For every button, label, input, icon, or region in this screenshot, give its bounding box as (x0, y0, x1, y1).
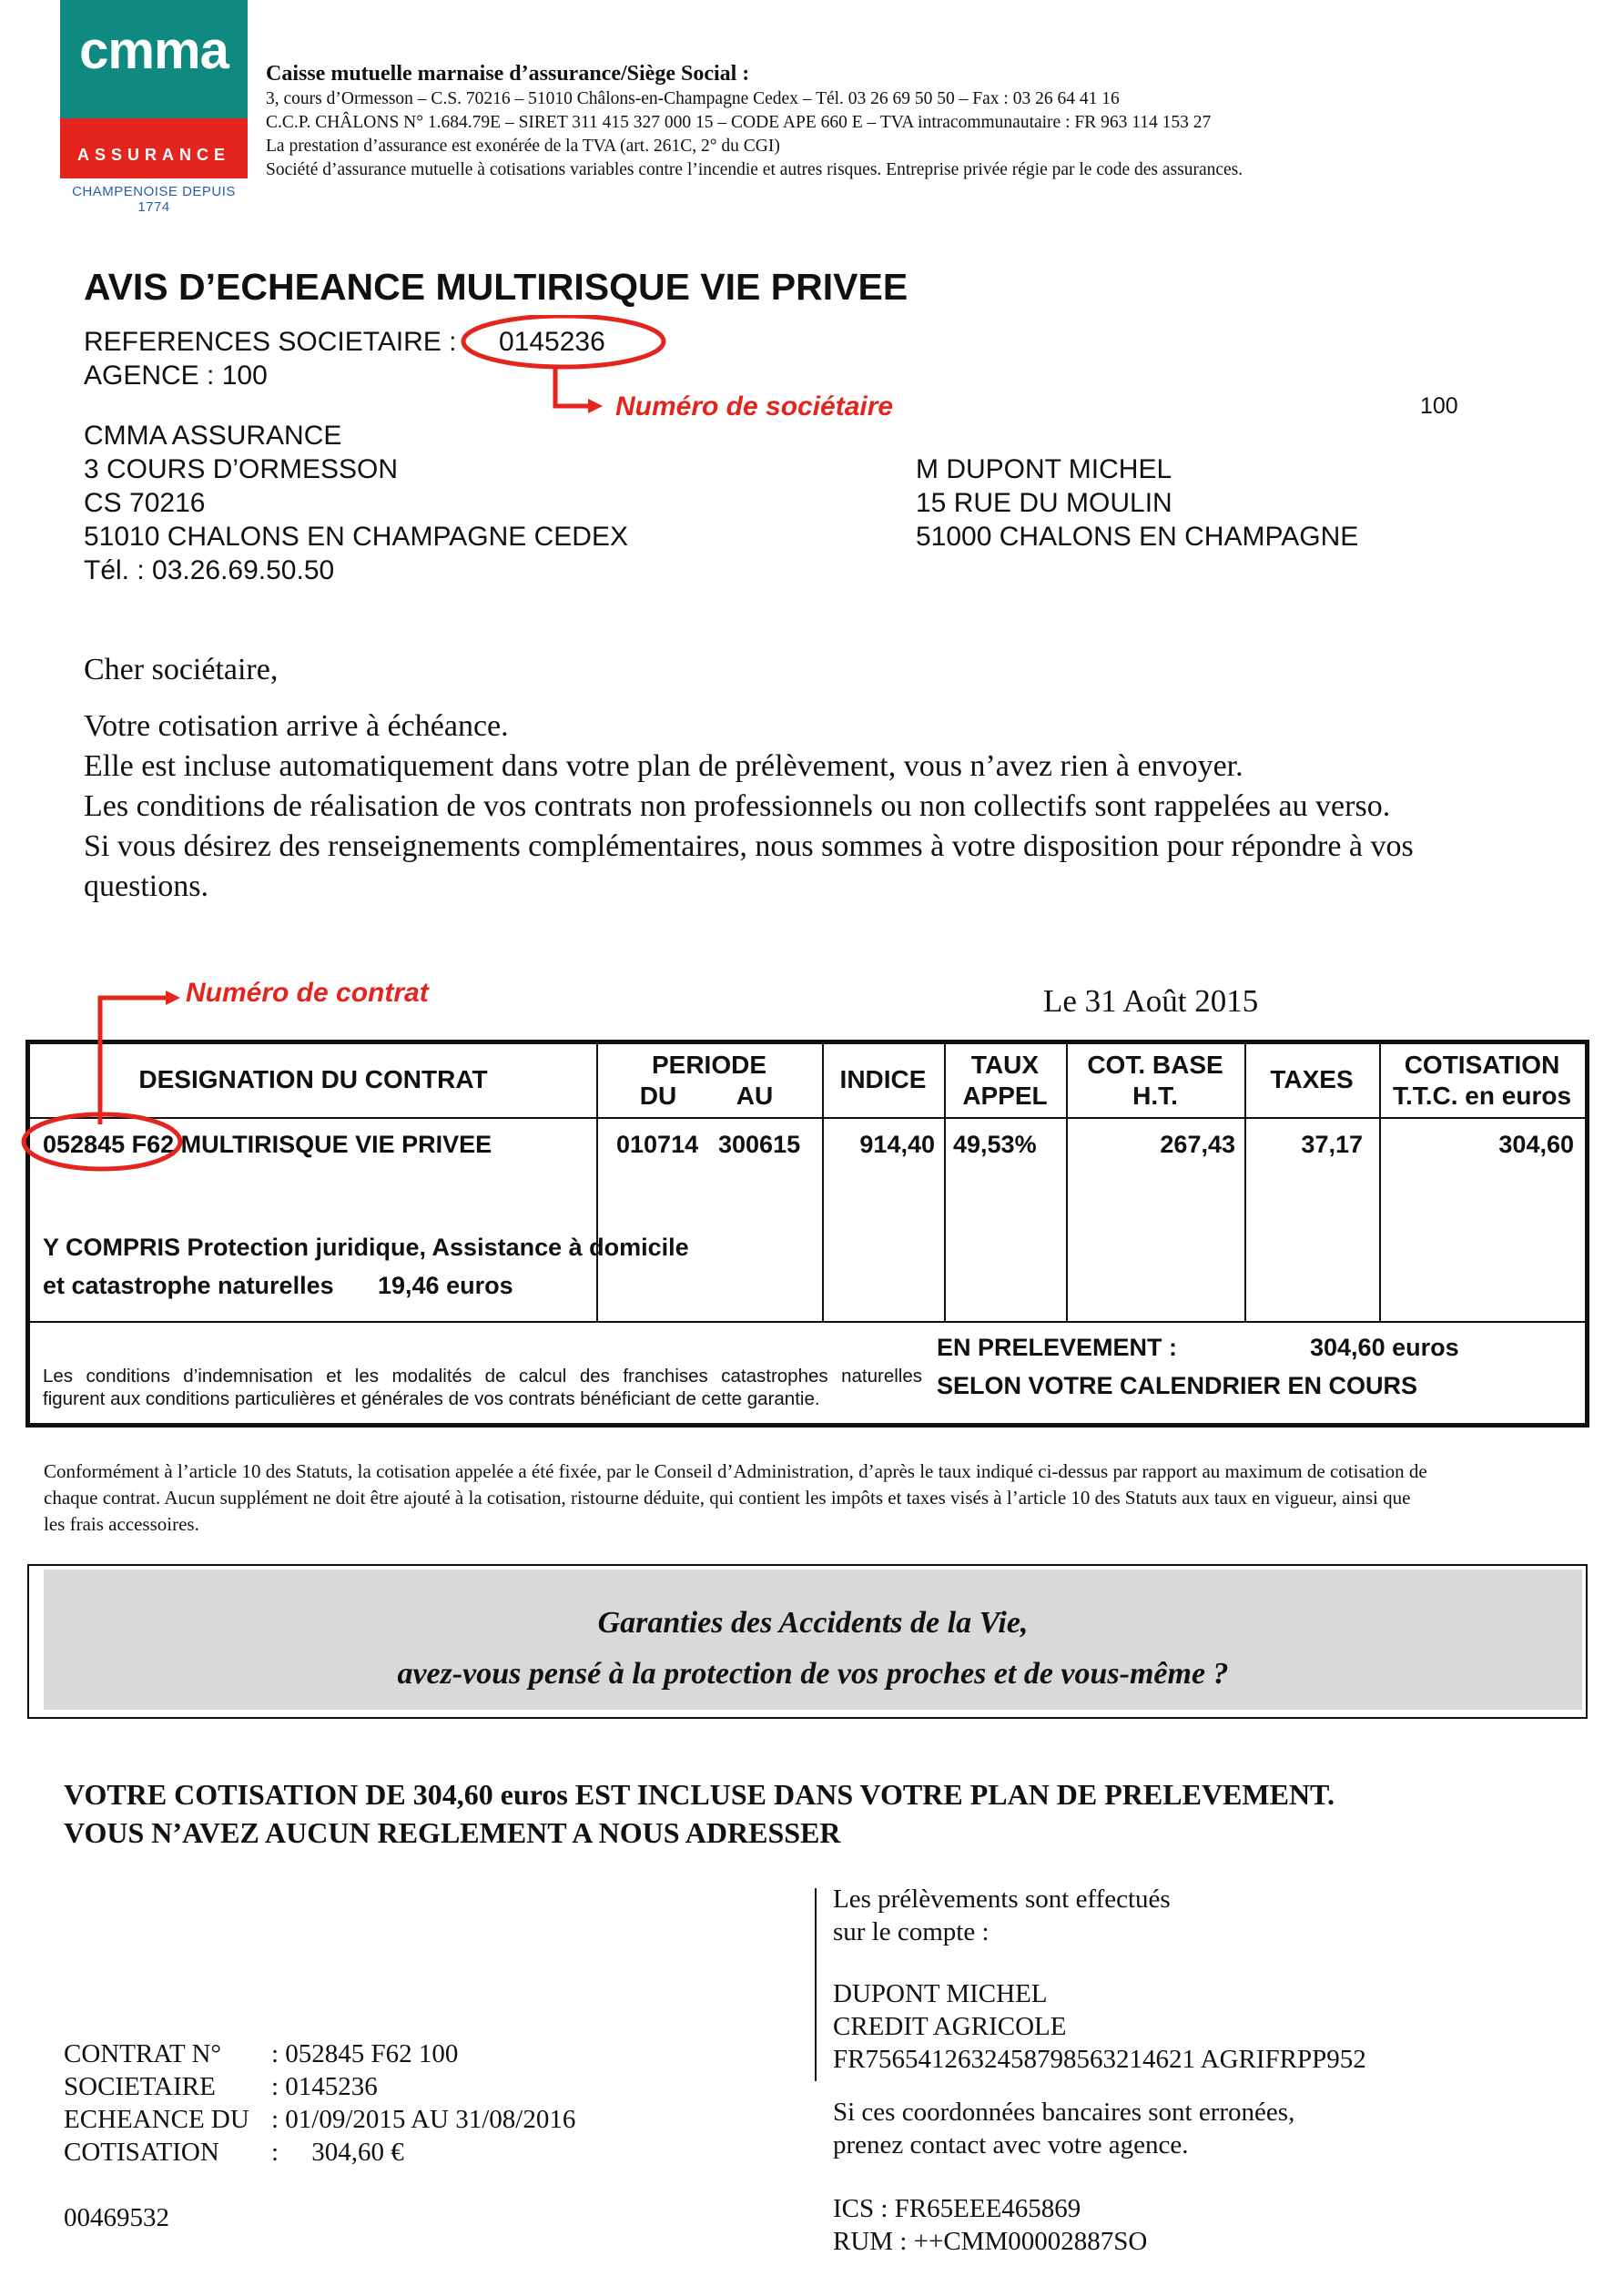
societaire-circle (463, 316, 664, 367)
summary-label: CONTRAT N° (64, 2039, 221, 2068)
cell-ttc: 304,60 (1498, 1131, 1574, 1158)
letter-paragraph: Elle est incluse automatiquement dans votre plan de prélèvement, vous n’avez rien à envoyer. (84, 749, 1243, 783)
calendar-note: SELON VOTRE CALENDRIER EN COURS (937, 1372, 1418, 1399)
recipient-line: M DUPONT MICHEL (916, 454, 1172, 484)
col-header-ht: H.T. (1132, 1082, 1178, 1110)
bank-separator (815, 1888, 817, 2081)
cmma-logo (60, 0, 248, 215)
rum: RUM : ++CMM00002887SO (833, 2227, 1148, 2256)
letter-paragraph: Si vous désirez des renseignements complémentaires, nous sommes à votre disposition pour répondre à vos (84, 829, 1414, 863)
table-divider (596, 1044, 598, 1321)
cell-cot-base: 267,43 (1160, 1131, 1235, 1158)
reference-number: 00469532 (64, 2203, 169, 2232)
company-header (266, 60, 1577, 182)
cell-indice: 914,40 (859, 1131, 935, 1158)
ref-societaire-label: REFERENCES SOCIETAIRE : (84, 327, 457, 357)
contract-number-value: 052845 (43, 1131, 126, 1158)
annotation-numero-contrat: Numéro de contrat (186, 978, 429, 1008)
account-holder: DUPONT MICHEL (833, 1979, 1048, 2008)
company-line-1: 3, cours d’Ormesson – C.S. 70216 – 51010 Châlons-en-Champagne Cedex – Tél. 03 26 69 50 50 – Fax : 03 26 64 41 16 (266, 89, 1120, 108)
summary-label: SOCIETAIRE (64, 2072, 216, 2101)
conditions-text-2: figurent aux conditions particulières et générales de vos contrats bénéficiant de cette garantie. (43, 1388, 820, 1409)
statutes-line: les frais accessoires. (44, 1513, 199, 1535)
prelevement-label: EN PRELEVEMENT : (937, 1334, 1178, 1361)
included-amount: 19,46 euros (378, 1272, 513, 1299)
payment-notice-line: VOTRE COTISATION DE 304,60 euros EST INCLUSE DANS VOTRE PLAN DE PRELEVEMENT. (64, 1778, 1335, 1811)
recipient-line: 15 RUE DU MOULIN (916, 488, 1172, 518)
sender-line: 51010 CHALONS EN CHAMPAGNE CEDEX (84, 522, 628, 552)
prelevement-amount: 304,60 euros (1310, 1334, 1459, 1361)
greeting: Cher sociétaire, (84, 653, 279, 686)
summary-label: COTISATION (64, 2138, 219, 2167)
col-header-designation: DESIGNATION DU CONTRAT (138, 1065, 488, 1093)
letter-body (84, 706, 1613, 907)
sender-address (84, 419, 628, 587)
promo-line-1: Garanties des Accidents de la Vie, (597, 1606, 1029, 1640)
statutes-line: chaque contrat. Aucun supplément ne doit être ajouté à la cotisation, ristourne déduite, qui contient les impôts et taxes visés à l’article 10 des Statuts aux taux en vigueur, ainsi que (44, 1487, 1411, 1509)
letter-paragraph: questions. (84, 869, 208, 903)
recipient-line: 51000 CHALONS EN CHAMPAGNE (916, 522, 1359, 552)
payment-notice (64, 1775, 1335, 1852)
payment-notice-line: VOUS N’AVEZ AUCUN REGLEMENT A NOUS ADRESSER (64, 1816, 841, 1849)
societaire-arrow-head (588, 399, 603, 413)
ics: ICS : FR65EEE465869 (833, 2194, 1081, 2223)
summary-row (64, 2070, 575, 2103)
summary-value: : 304,60 € (271, 2138, 404, 2167)
promo-banner (27, 1564, 1588, 1719)
summary-row (64, 2136, 575, 2169)
summary-value: : 052845 F62 100 (271, 2039, 459, 2068)
col-header-ttc: T.T.C. en euros (1392, 1082, 1572, 1110)
included-guarantees: Y COMPRIS Protection juridique, Assistance à domicile (43, 1234, 689, 1261)
company-line-2: C.C.P. CHÂLONS N° 1.684.79E – SIRET 311 415 327 000 15 – CODE APE 660 E – TVA intracommunautaire : FR 963 114 153 27 (266, 113, 1212, 132)
logo-wordmark: cmma (79, 21, 228, 80)
bank-name: CREDIT AGRICOLE (833, 2012, 1067, 2041)
summary-label: ECHEANCE DU (64, 2105, 249, 2134)
agence: AGENCE : 100 (84, 361, 268, 391)
col-header-du: DU (639, 1082, 677, 1110)
col-header-appel: APPEL (962, 1082, 1048, 1110)
conditions-text-1: Les conditions d’indemnisation et les modalités de calcul des franchises catastrophes naturelles (43, 1366, 922, 1387)
statutes-note (44, 1458, 1591, 1538)
cell-taux: 49,53% (953, 1131, 1037, 1158)
sender-line: 3 COURS D’ORMESSON (84, 454, 399, 484)
company-title: Caisse mutuelle marnaise d’assurance/Siège Social : (266, 62, 750, 86)
footer-rule (30, 1321, 1585, 1323)
bank-note: Si ces coordonnées bancaires sont erronées, (833, 2098, 1295, 2127)
societaire-arrow-line (555, 368, 588, 406)
cell-taxes: 37,17 (1301, 1131, 1363, 1158)
logo-tagline: CHAMPENOISE DEPUIS 1774 (72, 184, 236, 215)
ref-societaire-value: 0145236 (499, 327, 605, 357)
sender-line: CS 70216 (84, 488, 206, 518)
summary-value: : 0145236 (271, 2072, 378, 2101)
company-line-4: Société d’assurance mutuelle à cotisations variables contre l’incendie et autres risques. Entreprise privée régie par le code des assurances. (266, 160, 1243, 179)
bank-info (833, 1883, 1366, 2258)
bank-note: prenez contact avec votre agence. (833, 2130, 1189, 2159)
col-header-taxes: TAXES (1270, 1065, 1354, 1093)
letter-paragraph: Votre cotisation arrive à échéance. (84, 709, 509, 743)
recipient-address (916, 452, 1358, 554)
corner-number: 100 (1420, 393, 1458, 419)
contrat-arrow-line (100, 998, 166, 1124)
iban: FR7565412632458798563214621 AGRIFRPP952 (833, 2045, 1366, 2074)
sender-line: Tél. : 03.26.69.50.50 (84, 555, 335, 585)
contrat-annotation-svg (18, 983, 200, 1184)
logo-band-text: ASSURANCE (76, 146, 230, 164)
contract-designation: F62 MULTIRISQUE VIE PRIVEE (125, 1131, 492, 1158)
bank-intro: Les prélèvements sont effectués (833, 1885, 1171, 1914)
col-header-periode: PERIODE (651, 1051, 767, 1079)
letter-date: Le 31 Août 2015 (1043, 983, 1259, 1019)
included-guarantees-2: et catastrophe naturelles (43, 1272, 334, 1299)
letter-paragraph: Les conditions de réalisation de vos contrats non professionnels ou non collectifs sont rappelées au verso. (84, 789, 1391, 823)
statutes-line: Conformément à l’article 10 des Statuts, la cotisation appelée a été fixée, par le Conseil d’Administration, d’après le taux indiqué ci-dessus par rapport au maximum de cotisation de (44, 1460, 1427, 1482)
col-header-cotisation: COTISATION (1404, 1051, 1560, 1079)
col-header-taux: TAUX (970, 1051, 1040, 1079)
promo-line-2: avez-vous pensé à la protection de vos proches et de vous-même ? (397, 1657, 1229, 1691)
company-line-3: La prestation d’assurance est exonérée de la TVA (art. 261C, 2° du CGI) (266, 137, 780, 156)
document-title: AVIS D’ECHEANCE MULTIRISQUE VIE PRIVEE (84, 266, 908, 308)
contract-summary (64, 2037, 575, 2169)
summary-row (64, 2103, 575, 2136)
annotation-numero-societaire: Numéro de sociétaire (615, 391, 894, 422)
cell-du: 010714 (616, 1131, 699, 1158)
contrat-arrow-head (166, 991, 180, 1005)
col-header-au: AU (736, 1082, 774, 1110)
cell-au: 300615 (718, 1131, 801, 1158)
promo-banner-bg (44, 1570, 1582, 1710)
bank-intro: sur le compte : (833, 1917, 990, 1946)
header-rule (30, 1117, 1585, 1119)
contract-table (25, 1040, 1589, 1428)
sender-line: CMMA ASSURANCE (84, 421, 342, 451)
col-header-indice: INDICE (839, 1065, 927, 1093)
summary-row (64, 2037, 575, 2070)
col-header-cot-base: COT. BASE (1087, 1051, 1223, 1079)
summary-value: : 01/09/2015 AU 31/08/2016 (271, 2105, 576, 2134)
